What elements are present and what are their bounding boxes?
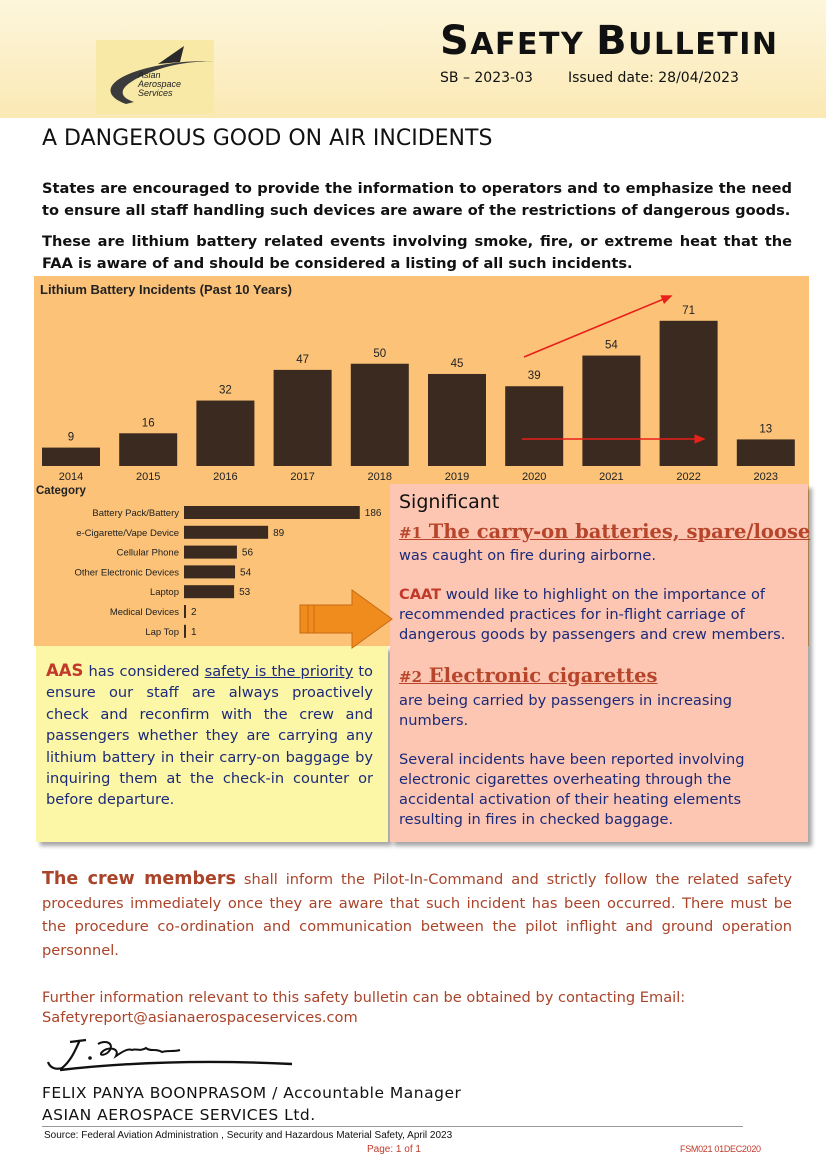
category-bar [184,526,268,539]
bar-2014 [42,448,100,466]
significant-item-1-text: was caught on fire during airborne. [399,547,657,564]
year-tick-label: 2014 [58,471,84,483]
footer-divider [42,1126,743,1127]
form-code: FSM021 01DEC2020 [680,1144,761,1154]
bar-value-label: 47 [296,353,309,366]
bar-value-label: 9 [67,431,75,444]
aas-note-text: AAS has considered safety is the priority to ensure our staff are always proactively check and reconfirm with the crew and passengers whether they are carrying any lithium battery in their carry-on baggage by inquiring them at the check-in counter or before departure. [46,661,373,809]
year-tick-label: 2021 [599,471,624,483]
category-label: Laptop [149,587,179,599]
category-chart-title: Category [36,485,86,497]
bar-2018 [351,364,409,466]
bar-value-label: 16 [141,417,155,430]
category-label: Other Electronic Devices [74,567,179,579]
year-tick-label: 2022 [676,471,701,483]
year-tick-label: 2018 [367,471,393,483]
incidents-text: Several incidents have been reported involving electronic cigarettes overheating through the accidental activation of their heating elements resulting in fires in checked baggage. [399,751,745,828]
bar-2017 [274,370,332,466]
bar-value-label: 39 [527,370,541,383]
further-info-text: Further information relevant to this safety bulletin can be obtained by contacting Email: Safetyreport@asianaerospaceservices.com [42,989,686,1026]
category-label: Lap Top [145,626,179,638]
right-arrow-icon [298,588,394,650]
bar-value-label: 71 [682,304,695,317]
category-value-label: 53 [239,587,251,599]
bulletin-title: SAFETY BULLETIN [440,18,779,64]
category-value-label: 54 [240,567,252,579]
caat-highlight: CAAT [399,586,442,603]
significant-item-2-text: are being carried by passengers in increasing numbers. [399,692,733,729]
bar-2021 [582,356,640,466]
logo-line-3: Services [138,88,173,98]
significant-item-1-heading: #1 The carry-on batteries, spare/loose [399,520,811,543]
category-bar [184,506,360,519]
source-note: Source: Federal Aviation Administration , Security and Hazardous Material Safety, April 2023 [44,1130,453,1141]
category-value-label: 89 [273,527,285,539]
aas-highlight: AAS [46,661,84,680]
crew-highlight: The crew members [42,869,236,889]
category-bar [184,605,186,618]
trend-arrow-up [524,296,671,357]
category-label: Battery Pack/Battery [92,508,179,519]
bar-value-label: 50 [373,347,387,360]
category-label: e-Cigarette/Vape Device [76,527,179,539]
bar-2022 [660,321,718,466]
category-bar [184,546,237,559]
category-label: Medical Devices [109,607,179,618]
bar-2015 [119,433,177,466]
intro-paragraph-2: These are lithium battery related events involving smoke, fire, or extreme heat that the FAA is aware of and should be considered a listing of all such incidents. [42,233,792,272]
logo-text [138,71,181,98]
year-tick-label: 2020 [521,471,547,483]
bar-value-label: 32 [219,384,232,397]
logo-line-2: Aerospace [138,79,182,89]
category-bar [184,625,186,638]
company-logo [96,40,214,114]
bar-2016 [196,401,254,466]
safety-priority-phrase: safety is the priority [204,663,354,680]
signer-name: FELIX PANYA BOONPRASOM / Accountable Manager [42,1084,462,1102]
chart-title: Lithium Battery Incidents (Past 10 Years) [40,282,292,297]
bar-2020 [505,386,563,466]
page-title: A DANGEROUS GOOD ON AIR INCIDENTS [42,126,493,151]
caat-text: CAAT would like to highlight on the importance of recommended practices for in-flight carriage of dangerous goods by passengers and crew members. [399,586,786,643]
page-number: Page: 1 of 1 [367,1144,421,1155]
category-bar [184,565,235,578]
logo-line-1: Asian [138,70,161,80]
bar-value-label: 13 [759,423,773,436]
bar-value-label: 54 [605,339,618,352]
category-bar [184,585,234,598]
crew-paragraph: The crew members shall inform the Pilot-In-Command and strictly follow the related safety procedures immediately once they are aware that such incident has been occurred. There must be the procedure co-ordination and communication between the pilot inflight and ground operation personnel. [42,869,792,959]
year-tick-label: 2017 [290,471,315,483]
significant-title: Significant [399,491,500,513]
significant-item-2-heading: #2 Electronic cigarettes [399,664,658,687]
signature-image [40,1034,300,1074]
intro-paragraph-1: States are encouraged to provide the information to operators and to emphasize the need to ensure all staff handling such devices are aware of the restrictions of dangerous goods. [42,180,792,219]
category-label: Cellular Phone [116,547,179,559]
category-value-label: 186 [364,508,382,519]
category-value-label: 1 [191,626,197,638]
company-name: ASIAN AEROSPACE SERVICES Ltd. [42,1106,316,1124]
year-tick-label: 2023 [753,471,779,483]
bar-2019 [428,374,486,466]
bar-2023 [737,439,795,466]
year-tick-label: 2016 [213,471,238,483]
sb-number: SB – 2023-03 [440,70,533,86]
issued-date: Issued date: 28/04/2023 [568,70,739,86]
year-tick-label: 2019 [444,471,470,483]
bar-value-label: 45 [450,357,464,370]
category-value-label: 2 [191,607,197,618]
year-tick-label: 2015 [135,471,161,483]
category-value-label: 56 [241,547,254,559]
